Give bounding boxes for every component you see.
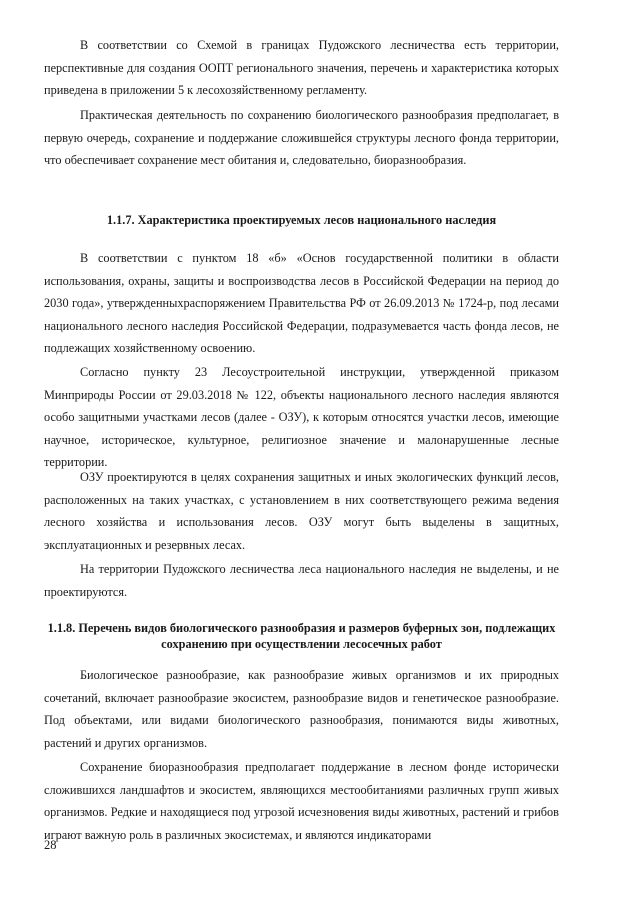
paragraph-biodiversity-conservation: Сохранение биоразнообразия предполагает поддержание в лесном фонде исторически сложившихся ландшафтов и экосистем, являющихся местообитаниями различных групп живых организмов. Редкие и находящиеся под угрозой исчезновения виды животных, растений и грибов играют важную роль в различных экосистемах, и являются индикаторами [44,760,559,842]
page-number: 28 [44,838,57,852]
paragraph-not-allocated: На территории Пудожского лесничества леса национального наследия не выделены, и не проектируются. [44,562,559,599]
paragraph-biodiversity-practice: Практическая деятельность по сохранению биологического разнообразия предполагает, в первую очередь, сохранение и поддержание сложившейся структуры лесного фонда территории, что обеспечивает сохранение мест обитания и, следовательно, биоразнообразия. [44,108,559,168]
paragraph-biodiversity-definition: Биологическое разнообразие, как разнообразие живых организмов и их природных сочетаний, включает разнообразие экосистем, разнообразие видов и генетическое разнообразие. Под объектами, или видами биологического разнообразия, понимаются виды животных, растений и других организмов. [44,668,559,750]
paragraph-national-heritage-basis: В соответствии с пунктом 18 «б» «Основ государственной политики в области использования, охраны, защиты и воспроизводства лесов в Российской Федерации на период до 2030 года», утвержденныхраспоряжением Правительства РФ от 26.09.2013 № 1724-р, под лесами национального лесного наследия Российской Федерации, подразумевается часть фонда лесов, не подлежащих хозяйственному освоению. [44,251,559,356]
paragraph-oopt: В соответствии со Схемой в границах Пудожского лесничества есть территории, перспективные для создания ООПТ регионального значения, перечень и характеристика которых приведена в приложении 5 к лесохозяйственному регламенту. [44,38,559,98]
paragraph-ozu-purpose: ОЗУ проектируются в целях сохранения защитных и иных экологических функций лесов, расположенных на таких участках, с установлением в них соответствующего режима ведения лесного хозяйства и использования лесов. ОЗУ могут быть выделены в защитных, эксплуатационных и резервных лесах. [44,470,559,552]
section-heading-1-1-7: 1.1.7. Характеристика проектируемых лесов национального наследия [106,213,497,227]
section-heading-1-1-8: 1.1.8. Перечень видов биологического разнообразия и размеров буферных зон, подлежащих сохранению при осуществлении лесосечных работ [47,621,556,651]
paragraph-ozu-definition: Согласно пункту 23 Лесоустроительной инструкции, утвержденной приказом Минприроды России от 29.03.2018 № 122, объекты национального лесного наследия являются особо защитными участками лесов (далее - ОЗУ), к которым относятся участки лесов, имеющие научное, историческое, культурное, религиозное значение и малонарушенные лесные территории. [44,365,559,470]
